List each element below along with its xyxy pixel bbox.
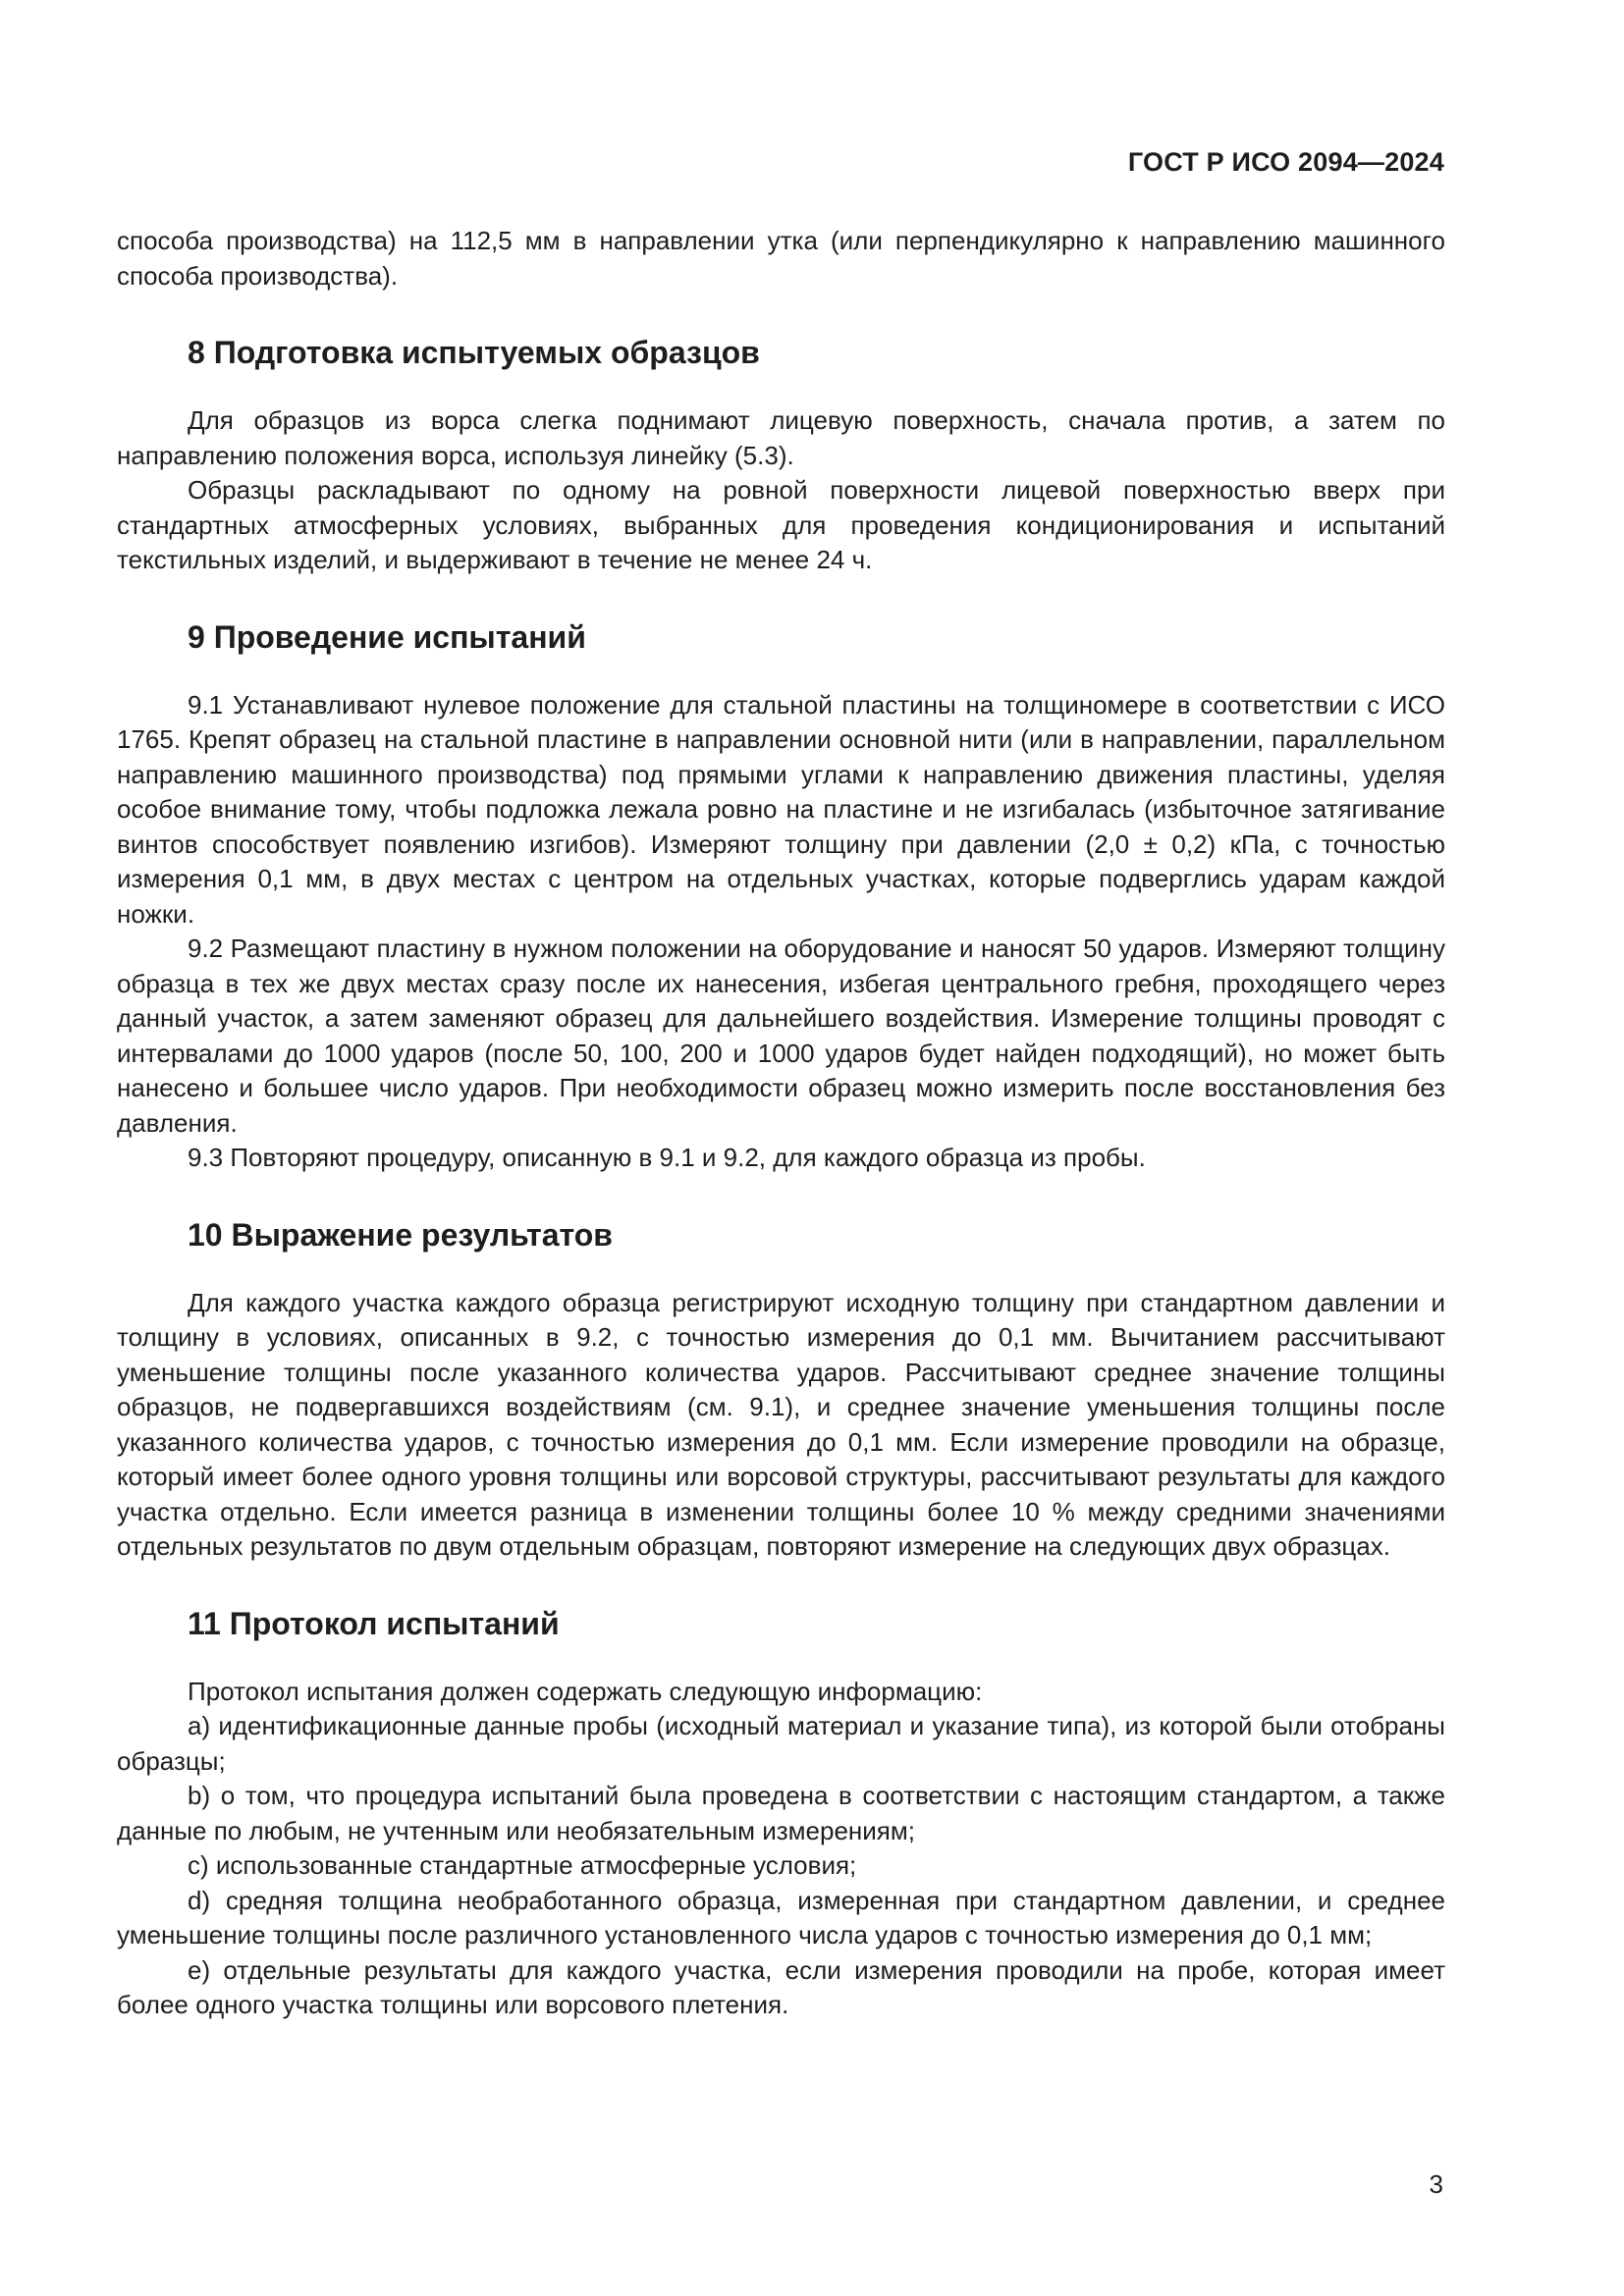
section-11-heading: 11 Протокол испытаний	[188, 1605, 560, 1641]
page-number: 3	[1429, 2169, 1443, 2199]
section-8-paragraph-1: Для образцов из ворса слегка поднимают лицевую поверхность, сначала против, а затем по направлению положения ворса, используя линейку (5.3).	[117, 405, 1445, 470]
clause-9-2: 9.2 Размещают пластину в нужном положении на оборудование и наносят 50 ударов. Измеряют толщину образца в тех же двух местах сразу после их нанесения, избегая центрального гребня, проходящего через данный участок, а затем заменяют образец для дальнейшего воздействия. Измерение толщины проводят с интервалами до 1000 ударов (после 50, 100, 200 и 1000 ударов будет найден подходящий), но может быть нанесено и большее число ударов. При необходимости образец можно измерить после восстановления без давления.	[117, 934, 1445, 1138]
section-10-paragraph: Для каждого участка каждого образца регистрируют исходную толщину при стандартном давлении и толщину в условиях, описанных в 9.2, с точностью измерения до 0,1 мм. Вычитанием рассчитывают уменьшение толщины после указанного количества ударов. Рассчитывают среднее значение толщины образцов, не подвергавшихся воздействиям (см. 9.1), и среднее значение уменьшения толщины после указанного количества ударов, с точностью измерения до 0,1 мм. Если измерение проводили на образце, который имеет более одного уровня толщины или ворсовой структуры, рассчитывают результаты для каждого участка отдельно. Если имеется разница в изменении толщины более 10 % между средними значениями отдельных результатов по двум отдельным образцам, повторяют измерение на следующих двух образцах.	[117, 1287, 1445, 1561]
clause-9-3: 9.3 Повторяют процедуру, описанную в 9.1 и 9.2, для каждого образца из пробы.	[188, 1143, 1146, 1172]
report-item-c: c) использованные стандартные атмосферные условия;	[188, 1850, 857, 1880]
section-10-heading: 10 Выражение результатов	[188, 1216, 613, 1253]
report-item-b: b) о том, что процедура испытаний была проведена в соответствии с настоящим стандартом, а также данные по любым, не учтенным или необязательным измерениям;	[117, 1781, 1445, 1845]
report-item-e: e) отдельные результаты для каждого участка, если измерения проводили на пробе, которая имеет более одного участка толщины или ворсового плетения.	[117, 1954, 1445, 2019]
report-item-d: d) средняя толщина необработанного образца, измеренная при стандартном давлении, и среднее уменьшение толщины после различного установленного числа ударов с точностью измерения до 0,1 мм;	[117, 1885, 1445, 1949]
intro-paragraph: способа производства) на 112,5 мм в направлении утка (или перпендикулярно к направлению машинного способа производства).	[117, 226, 1445, 291]
section-8-heading: 8 Подготовка испытуемых образцов	[188, 335, 760, 370]
document-code-header: ГОСТ Р ИСО 2094—2024	[1127, 147, 1444, 177]
report-item-a: a) идентификационные данные пробы (исходный материал и указание типа), из которой были отобраны образцы;	[117, 1711, 1445, 1776]
section-8-paragraph-2: Образцы раскладывают по одному на ровной поверхности лицевой поверхностью вверх при стандартных атмосферных условиях, выбранных для проведения кондиционирования и испытаний текстильных изделий, и выдерживают в течение не менее 24 ч.	[117, 475, 1445, 574]
section-9-heading: 9 Проведение испытаний	[188, 618, 586, 655]
document-body	[117, 224, 1445, 2023]
clause-9-1: 9.1 Устанавливают нулевое положение для стальной пластины на толщиномере в соответствии с ИСО 1765. Крепят образец на стальной пластине в направлении основной нити (или в направлении, параллельном направлению машинного производства) под прямыми углами к направлению движения пластины, уделяя особое внимание тому, чтобы подложка лежала ровно на пластине и не изгибалась (избыточное затягивание винтов способствует появлению изгибов). Измеряют толщину при давлении (2,0 ± 0,2) кПа, с точностью измерения 0,1 мм, в двух местах с центром на отдельных участках, которые подверглись ударам каждой ножки.	[117, 689, 1445, 929]
section-11-lead: Протокол испытания должен содержать следующую информацию:	[188, 1676, 983, 1706]
